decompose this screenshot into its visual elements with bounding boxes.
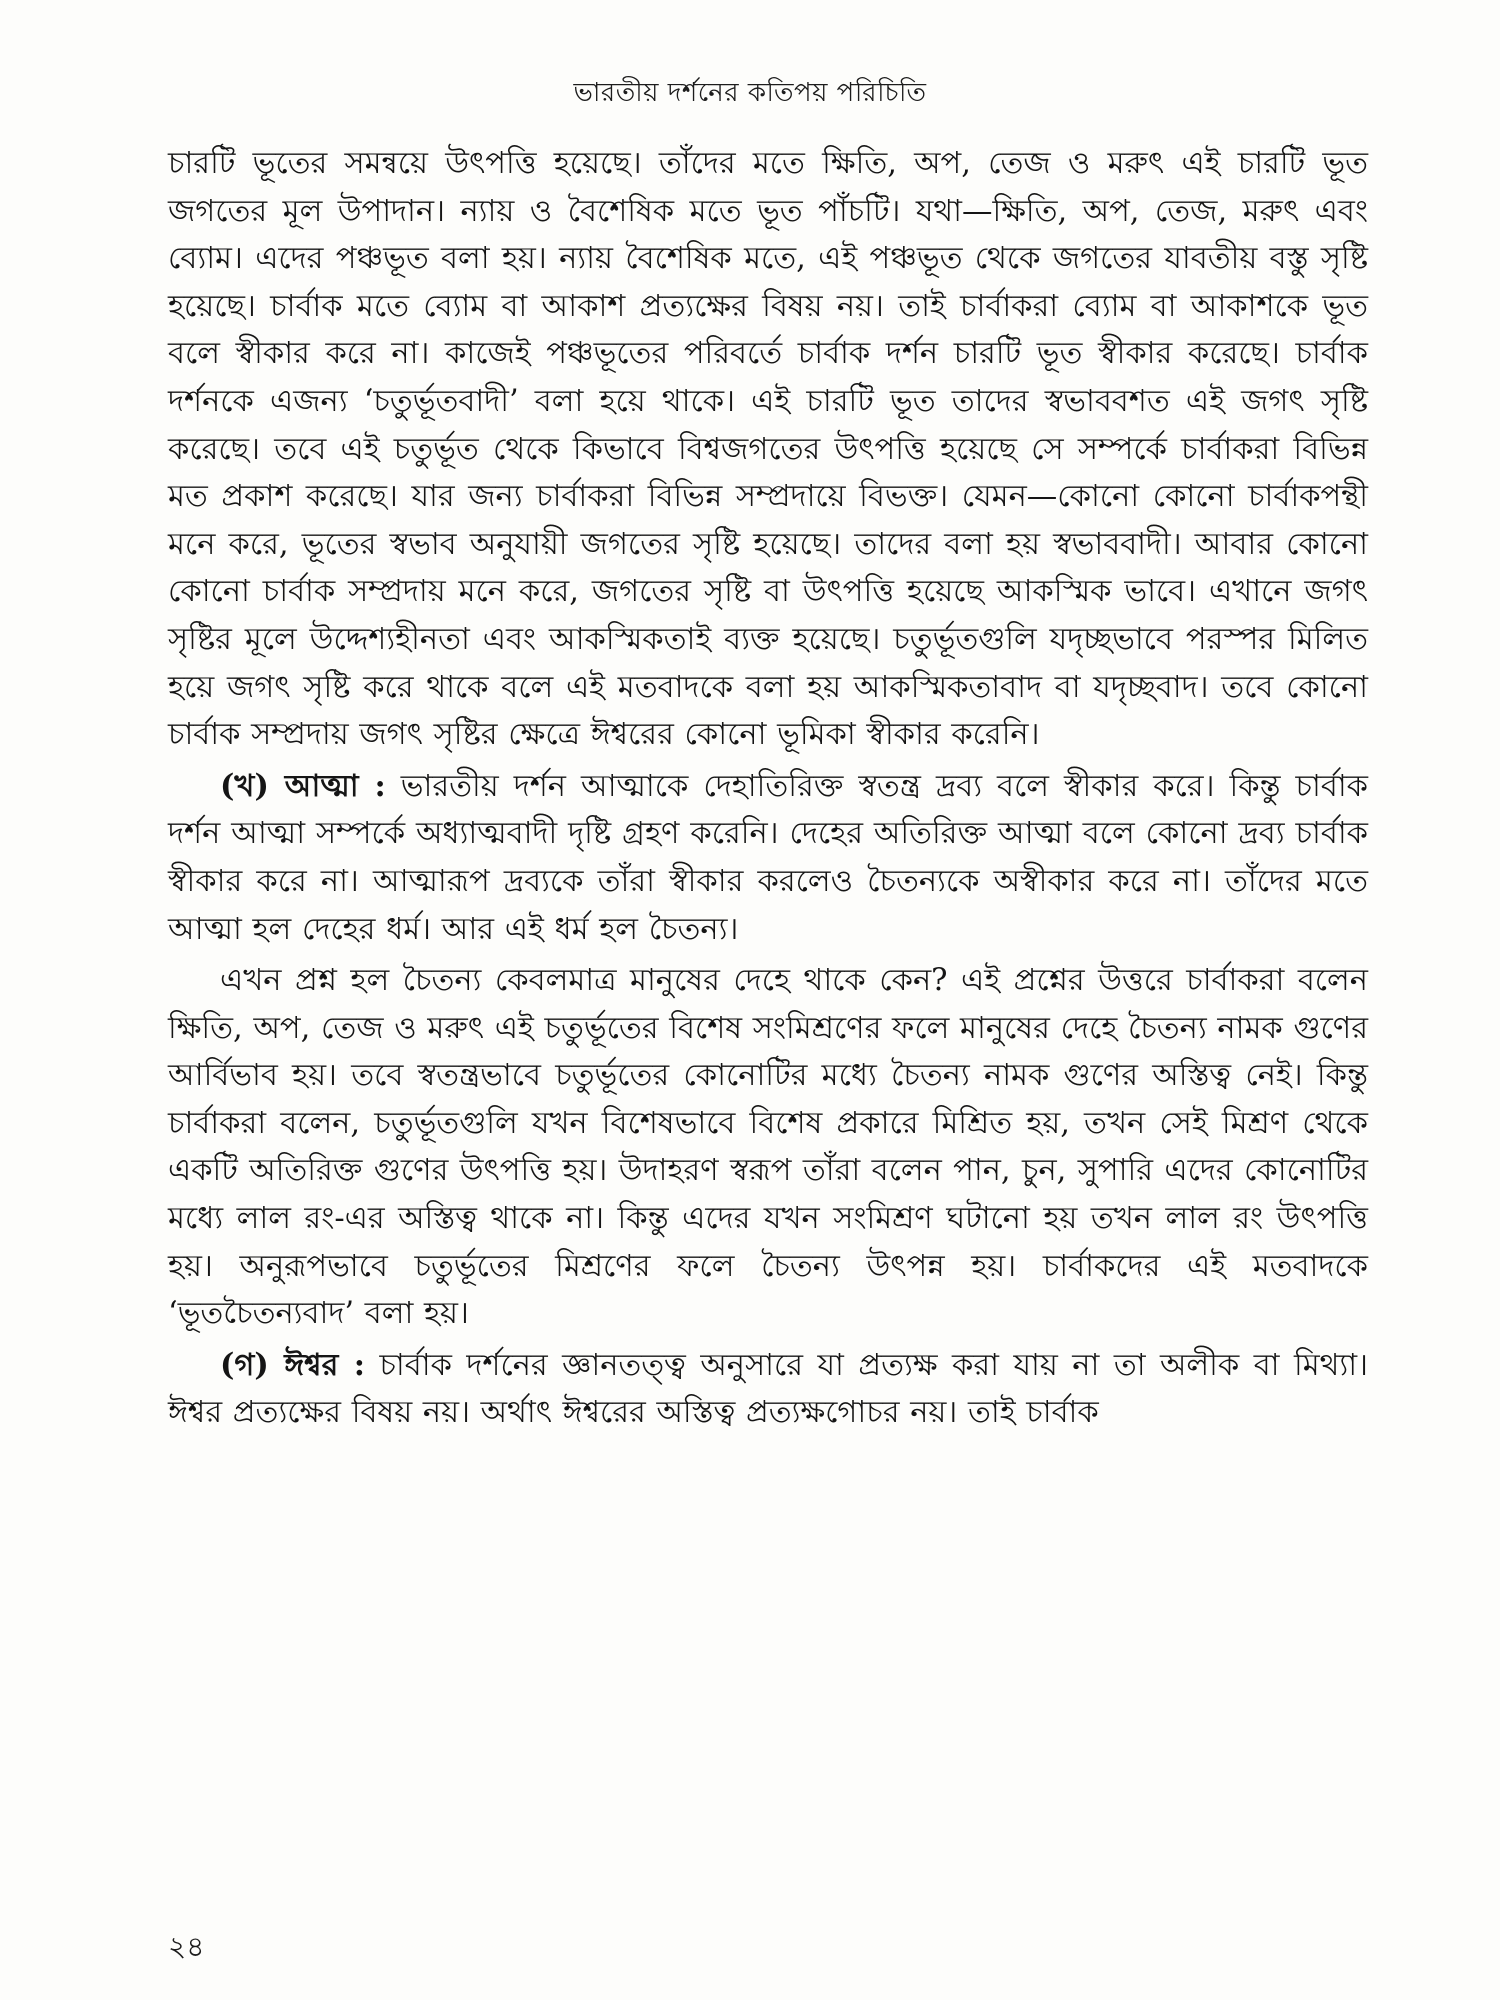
- running-title: ভারতীয় দর্শনের কতিপয় পরিচিতি: [573, 78, 927, 108]
- section-heading-ishwar: (গ) ঈশ্বর :: [220, 1346, 365, 1383]
- section-heading-atma: (খ) আত্মা :: [220, 767, 386, 804]
- paragraph-atma: [168, 763, 1368, 953]
- paragraph-bhuta: চারটি ভূতের সমন্বয়ে উৎপত্তি হয়েছে। তাঁদের মতে ক্ষিতি, অপ, তেজ ও মরুৎ এই চারটি ভূত জগতের মূল উপাদান। ন্যায় ও বৈশেষিক মতে ভূত পাঁচটি। যথা—ক্ষিতি, অপ, তেজ, মরুৎ এবং ব্যোম। এদের পঞ্চভূত বলা হয়। ন্যায় বৈশেষিক মতে, এই পঞ্চভূত থেকে জগতের যাবতীয় বস্তু সৃষ্টি হয়েছে। চার্বাক মতে ব্যোম বা আকাশ প্রত্যক্ষের বিষয় নয়। তাই চার্বাকরা ব্যোম বা আকাশকে ভূত বলে স্বীকার করে না। কাজেই পঞ্চভূতের পরিবর্তে চার্বাক দর্শন চারটি ভূত স্বীকার করেছে। চার্বাক দর্শনকে এজন্য ‘চতুর্ভূতবাদী’ বলা হয়ে থাকে। এই চারটি ভূত তাদের স্বভাববশত এই জগৎ সৃষ্টি করেছে। তবে এই চতুর্ভূত থেকে কিভাবে বিশ্বজগতের উৎপত্তি হয়েছে সে সম্পর্কে চার্বাকরা বিভিন্ন মত প্রকাশ করেছে। যার জন্য চার্বাকরা বিভিন্ন সম্প্রদায়ে বিভক্ত। যেমন—কোনো কোনো চার্বাকপন্থী মনে করে, ভূতের স্বভাব অনুযায়ী জগতের সৃষ্টি হয়েছে। তাদের বলা হয় স্বভাববাদী। আবার কোনো কোনো চার্বাক সম্প্রদায় মনে করে, জগতের সৃষ্টি বা উৎপত্তি হয়েছে আকস্মিক ভাবে। এখানে জগৎ সৃষ্টির মূলে উদ্দেশ্যহীনতা এবং আকস্মিকতাই ব্যক্ত হয়েছে। চতুর্ভূতগুলি যদৃচ্ছভাবে পরস্পর মিলিত হয়ে জগৎ সৃষ্টি করে থাকে বলে এই মতবাদকে বলা হয় আকস্মিকতাবাদ বা যদৃচ্ছবাদ। তবে কোনো চার্বাক সম্প্রদায় জগৎ সৃষ্টির ক্ষেত্রে ঈশ্বরের কোনো ভূমিকা স্বীকার করেনি।: [168, 146, 1368, 753]
- page-number: ২৪: [168, 1930, 205, 1963]
- paragraph-atma-text: ভারতীয় দর্শন আত্মাকে দেহাতিরিক্ত স্বতন্ত্র দ্রব্য বলে স্বীকার করে। কিন্তু চার্বাক দর্শন আত্মা সম্পর্কে অধ্যাত্মবাদী দৃষ্টি গ্রহণ করেনি। দেহের অতিরিক্ত আত্মা বলে কোনো দ্রব্য চার্বাক স্বীকার করে না। আত্মারূপ দ্রব্যকে তাঁরা স্বীকার করলেও চৈতন্যকে অস্বীকার করে না। তাঁদের মতে আত্মা হল দেহের ধর্ম। আর এই ধর্ম হল চৈতন্য।: [168, 768, 1369, 947]
- paragraph-ishwar-text: চার্বাক দর্শনের জ্ঞানতত্ত্ব অনুসারে যা প্রত্যক্ষ করা যায় না তা অলীক বা মিথ্যা। ঈশ্বর প্রত্যক্ষের বিষয় নয়। অর্থাৎ ঈশ্বরের অস্তিত্ব প্রত্যক্ষগোচর নয়। তাই চার্বাক: [168, 1347, 1368, 1431]
- body-text: [168, 140, 1368, 1437]
- paragraph-ishwar: [168, 1342, 1368, 1437]
- paragraph-chaitanya: এখন প্রশ্ন হল চৈতন্য কেবলমাত্র মানুষের দেহে থাকে কেন? এই প্রশ্নের উত্তরে চার্বাকরা বলেন ক্ষিতি, অপ, তেজ ও মরুৎ এই চতুর্ভূতের বিশেষ সংমিশ্রণের ফলে মানুষের দেহে চৈতন্য নামক গুণের আর্বিভাব হয়। তবে স্বতন্ত্রভাবে চতুর্ভূতের কোনোটির মধ্যে চৈতন্য নামক গুণের অস্তিত্ব নেই। কিন্তু চার্বাকরা বলেন, চতুর্ভূতগুলি যখন বিশেষভাবে বিশেষ প্রকারে মিশ্রিত হয়, তখন সেই মিশ্রণ থেকে একটি অতিরিক্ত গুণের উৎপত্তি হয়। উদাহরণ স্বরূপ তাঁরা বলেন পান, চুন, সুপারি এদের কোনোটির মধ্যে লাল রং-এর অস্তিত্ব থাকে না। কিন্তু এদের যখন সংমিশ্রণ ঘটানো হয় তখন লাল রং উৎপত্তি হয়। অনুরূপভাবে চতুর্ভূতের মিশ্রণের ফলে চৈতন্য উৎপন্ন হয়। চার্বাকদের এই মতবাদকে ‘ভূতচৈতন্যবাদ’ বলা হয়।: [168, 963, 1368, 1332]
